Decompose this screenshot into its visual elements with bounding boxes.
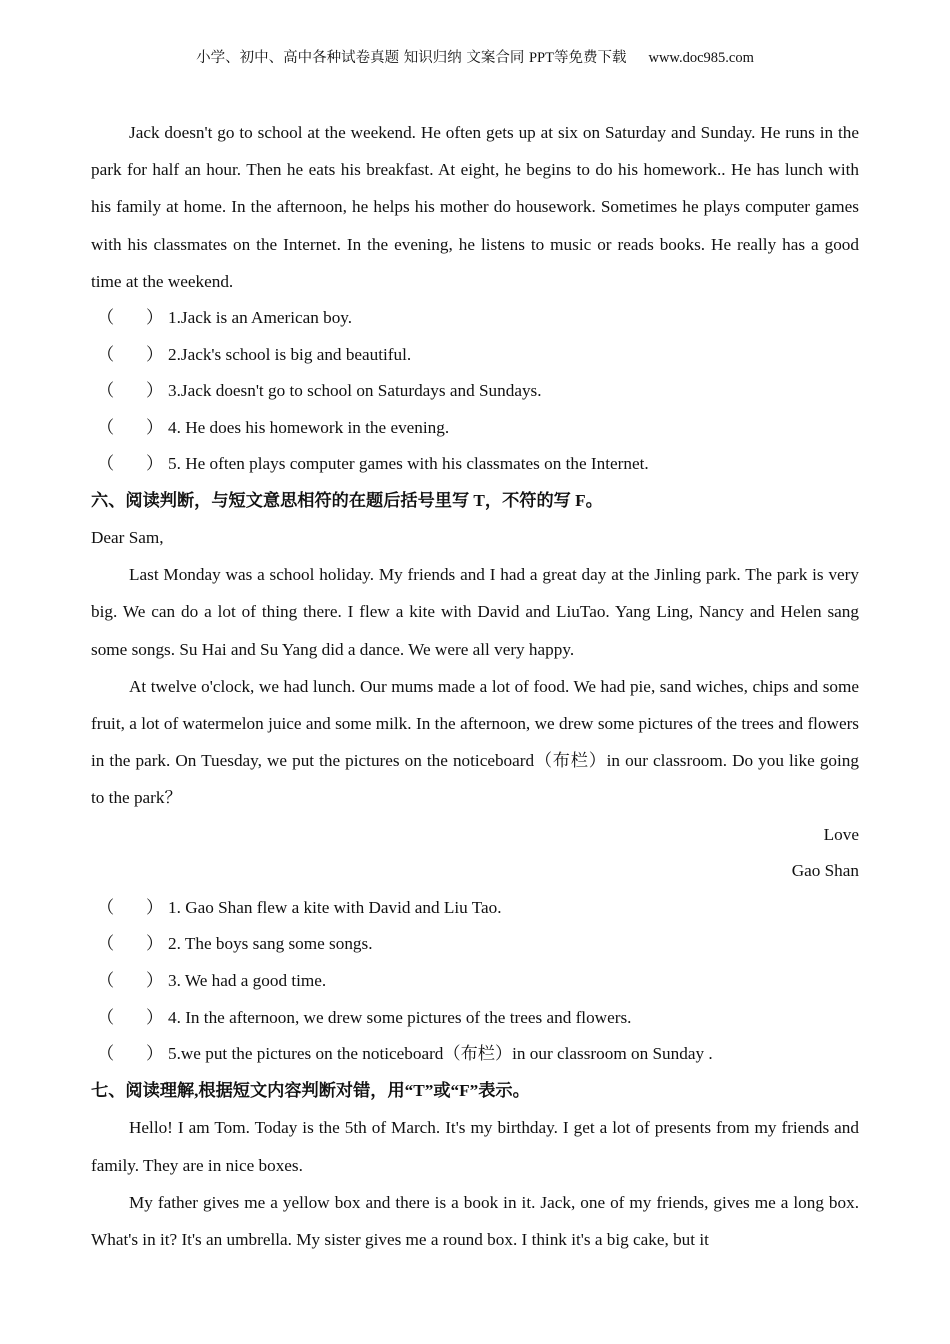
answer-bracket-close: ） bbox=[146, 934, 164, 954]
question-row bbox=[91, 1036, 859, 1073]
question-row bbox=[91, 446, 859, 483]
letter-closing: Love bbox=[823, 824, 859, 844]
answer-bracket-close: ） bbox=[146, 897, 164, 917]
question-text: 1.Jack is an American boy. bbox=[168, 308, 353, 328]
question-text: 2.Jack's school is big and beautiful. bbox=[168, 344, 412, 364]
answer-bracket-close: ） bbox=[146, 308, 164, 328]
answer-bracket-close: ） bbox=[146, 1007, 164, 1027]
letter-paragraph-1: Last Monday was a school holiday. My friends and I had a great day at the Jinling park. The park is very big. We can do a lot of thing there. I flew a kite with David and LiuTao. Yang Ling, Nancy and Helen sang some songs. Su Hai and Su Yang did a dance. We were all very happy. bbox=[91, 565, 859, 659]
answer-bracket-open: （ bbox=[97, 308, 115, 328]
question-text: 5. He often plays computer games with his classmates on the Internet. bbox=[168, 454, 649, 474]
question-row bbox=[91, 1000, 859, 1037]
question-text: 4. In the afternoon, we drew some pictures of the trees and flowers. bbox=[168, 1007, 632, 1027]
question-row bbox=[91, 337, 859, 374]
question-text: 3. We had a good time. bbox=[168, 970, 327, 990]
answer-bracket-open: （ bbox=[97, 897, 115, 917]
answer-bracket-open: （ bbox=[97, 417, 115, 437]
page-header bbox=[0, 46, 950, 67]
question-text: 3.Jack doesn't go to school on Saturdays and Sundays. bbox=[168, 381, 542, 401]
section7-paragraph-1: Hello! I am Tom. Today is the 5th of March. It's my birthday. I get a lot of presents from my friends and family. They are in nice boxes. bbox=[91, 1118, 859, 1175]
section7-paragraph-2: My father gives me a yellow box and there is a book in it. Jack, one of my friends, gives me a long box. What's in it? It's an umbrella. My sister gives me a round box. I think it's a big cake, but it bbox=[91, 1192, 859, 1249]
passage5-paragraph: Jack doesn't go to school at the weekend. He often gets up at six on Saturday and Sunday. He runs in the park for half an hour. Then he eats his breakfast. At eight, he begins to do his homework.. He has lunch with his family at home. In the afternoon, he helps his mother do housework. Sometimes he plays computer games with his classmates on the Internet. In the evening, he listens to music or reads books. He really has a good time at the weekend. bbox=[91, 123, 859, 291]
answer-bracket-close: ） bbox=[146, 1044, 164, 1064]
answer-bracket-open: （ bbox=[97, 381, 115, 401]
question-row bbox=[91, 410, 859, 447]
document-content bbox=[91, 114, 859, 1258]
answer-bracket-close: ） bbox=[146, 454, 164, 474]
question-text: 2. The boys sang some songs. bbox=[168, 934, 373, 954]
section7-heading: 七、阅读理解,根据短文内容判断对错，用“T”或“F”表示。 bbox=[91, 1080, 530, 1100]
question-text: 5.we put the pictures on the noticeboard（布栏）in our classroom on Sunday . bbox=[168, 1044, 713, 1064]
section6-heading: 六、阅读判断，与短文意思相符的在题后括号里写 T，不符的写 F。 bbox=[91, 490, 603, 510]
question-row bbox=[91, 890, 859, 927]
question-row bbox=[91, 963, 859, 1000]
header-text: 小学、初中、高中各种试卷真题 知识归纳 文案合同 PPT等免费下载 bbox=[196, 50, 627, 66]
answer-bracket-open: （ bbox=[97, 970, 115, 990]
letter-greeting: Dear Sam, bbox=[91, 527, 164, 547]
header-url[interactable]: www.doc985.com bbox=[648, 50, 754, 66]
letter-signature: Gao Shan bbox=[791, 861, 859, 881]
answer-bracket-open: （ bbox=[97, 1007, 115, 1027]
question-text: 4. He does his homework in the evening. bbox=[168, 417, 450, 437]
answer-bracket-close: ） bbox=[146, 381, 164, 401]
question-row bbox=[91, 926, 859, 963]
answer-bracket-close: ） bbox=[146, 344, 164, 364]
question-text: 1. Gao Shan flew a kite with David and Liu Tao. bbox=[168, 897, 502, 917]
answer-bracket-close: ） bbox=[146, 417, 164, 437]
answer-bracket-open: （ bbox=[97, 1044, 115, 1064]
letter-paragraph-2: At twelve o'clock, we had lunch. Our mums made a lot of food. We had pie, sand wiches, chips and some fruit, a lot of watermelon juice and some milk. In the afternoon, we drew some pictures of the trees and flowers in the park. On Tuesday, we put the pictures on the noticeboard（布栏）in our classroom. Do you like going to the park？ bbox=[91, 676, 859, 808]
answer-bracket-close: ） bbox=[146, 970, 164, 990]
answer-bracket-open: （ bbox=[97, 454, 115, 474]
question-row bbox=[91, 373, 859, 410]
answer-bracket-open: （ bbox=[97, 934, 115, 954]
question-row bbox=[91, 300, 859, 337]
answer-bracket-open: （ bbox=[97, 344, 115, 364]
